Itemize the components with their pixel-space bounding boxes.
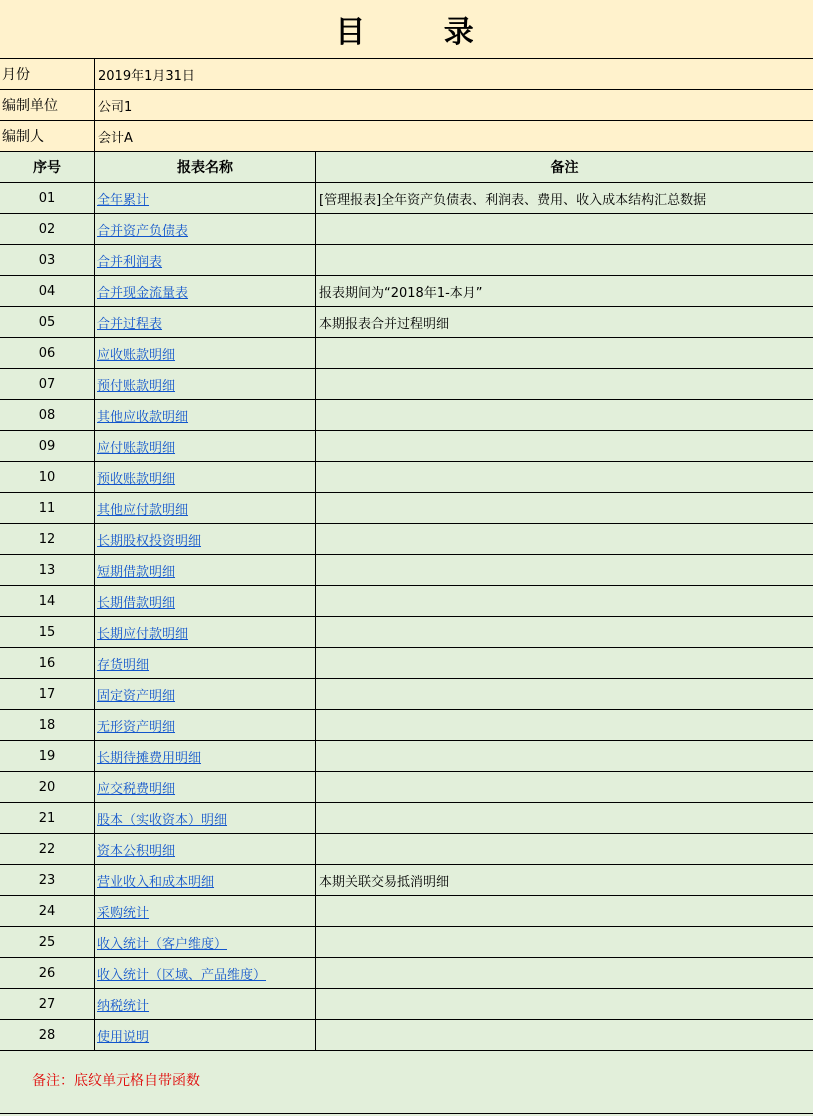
header-name: 报表名称	[95, 152, 316, 182]
table-row	[0, 772, 813, 803]
sheet-link-cell	[95, 369, 316, 399]
row-number: 04	[0, 276, 95, 306]
row-note[interactable]	[316, 710, 813, 740]
table-row	[0, 214, 813, 245]
info-row-preparer	[0, 121, 813, 152]
company-label: 编制单位	[0, 90, 95, 120]
row-number: 28	[0, 1020, 95, 1050]
table-row	[0, 865, 813, 896]
row-note[interactable]	[316, 400, 813, 430]
row-note[interactable]	[316, 896, 813, 926]
row-note[interactable]	[316, 431, 813, 461]
row-number: 18	[0, 710, 95, 740]
footnote: 备注：底纹单元格自带函数	[32, 1073, 200, 1089]
sheet-link-cell	[95, 307, 316, 337]
sheet-link[interactable]: 其他应付款明细	[97, 502, 189, 518]
sheet-link[interactable]: 合并现金流量表	[97, 285, 189, 301]
row-note[interactable]	[316, 462, 813, 492]
row-note[interactable]	[316, 338, 813, 368]
sheet-link-cell	[95, 1020, 316, 1050]
table-row	[0, 710, 813, 741]
sheet-link[interactable]: 应收账款明细	[97, 347, 176, 363]
row-note[interactable]	[316, 834, 813, 864]
info-row-month	[0, 59, 813, 90]
table-row	[0, 493, 813, 524]
table-row	[0, 307, 813, 338]
table-row	[0, 896, 813, 927]
sheet-link[interactable]: 长期待摊费用明细	[97, 750, 202, 766]
table-row	[0, 276, 813, 307]
header-note: 备注	[550, 160, 579, 176]
row-note[interactable]	[316, 772, 813, 802]
table-row	[0, 555, 813, 586]
sheet-link[interactable]: 存货明细	[97, 657, 150, 673]
sheet-link[interactable]: 合并资产负债表	[97, 223, 189, 239]
row-note[interactable]	[316, 369, 813, 399]
sheet-link[interactable]: 预付账款明细	[97, 378, 176, 394]
sheet-link[interactable]: 营业收入和成本明细	[97, 874, 215, 890]
month-value[interactable]: 2019年1月31日	[98, 68, 195, 84]
row-number: 12	[0, 524, 95, 554]
sheet-link[interactable]: 预收账款明细	[97, 471, 176, 487]
row-number: 19	[0, 741, 95, 771]
sheet-link-cell	[95, 710, 316, 740]
sheet-link-cell	[95, 772, 316, 802]
row-note[interactable]	[316, 617, 813, 647]
row-number: 25	[0, 927, 95, 957]
sheet-link-cell	[95, 555, 316, 585]
sheet-link-cell	[95, 958, 316, 988]
row-number: 22	[0, 834, 95, 864]
sheet-link-cell	[95, 338, 316, 368]
row-note[interactable]	[316, 958, 813, 988]
row-number: 15	[0, 617, 95, 647]
sheet-link-cell	[95, 648, 316, 678]
sheet-link[interactable]: 纳税统计	[97, 998, 150, 1014]
row-number: 16	[0, 648, 95, 678]
bottom-divider	[0, 1113, 813, 1114]
sheet-link-cell	[95, 462, 316, 492]
row-note[interactable]	[316, 524, 813, 554]
page-title: 目 录	[0, 0, 813, 59]
sheet-link[interactable]: 合并利润表	[97, 254, 163, 270]
sheet-link-cell	[95, 493, 316, 523]
row-number: 21	[0, 803, 95, 833]
table-row	[0, 741, 813, 772]
table-row	[0, 989, 813, 1020]
row-note[interactable]	[316, 927, 813, 957]
sheet-link-cell	[95, 989, 316, 1019]
table-row	[0, 617, 813, 648]
table-row	[0, 679, 813, 710]
row-number: 05	[0, 307, 95, 337]
sheet-link[interactable]: 固定资产明细	[97, 688, 176, 704]
row-note[interactable]	[316, 989, 813, 1019]
sheet-link-cell	[95, 183, 316, 213]
sheet-link[interactable]: 应付账款明细	[97, 440, 176, 456]
sheet-link-cell	[95, 431, 316, 461]
row-number: 11	[0, 493, 95, 523]
sheet-link-cell	[95, 617, 316, 647]
row-note[interactable]	[316, 214, 813, 244]
sheet-link-cell	[95, 214, 316, 244]
row-number: 02	[0, 214, 95, 244]
table-row	[0, 338, 813, 369]
preparer-label: 编制人	[0, 121, 95, 151]
sheet-link[interactable]: 长期应付款明细	[97, 626, 189, 642]
row-note[interactable]	[316, 741, 813, 771]
sheet-link-cell	[95, 586, 316, 616]
row-note[interactable]	[316, 679, 813, 709]
row-number: 23	[0, 865, 95, 895]
table-row	[0, 586, 813, 617]
sheet-link-cell	[95, 276, 316, 306]
row-note[interactable]	[316, 803, 813, 833]
table-row	[0, 462, 813, 493]
table-header-row	[0, 152, 813, 183]
sheet-link[interactable]: 采购统计	[97, 905, 150, 921]
sheet-link[interactable]: 使用说明	[97, 1029, 150, 1045]
row-number: 06	[0, 338, 95, 368]
sheet-link-cell	[95, 803, 316, 833]
sheet-link-cell	[95, 524, 316, 554]
row-note[interactable]	[316, 493, 813, 523]
row-note[interactable]	[316, 245, 813, 275]
table-row	[0, 958, 813, 989]
row-number: 27	[0, 989, 95, 1019]
sheet-link-cell	[95, 927, 316, 957]
sheet-link-cell	[95, 834, 316, 864]
sheet-link[interactable]: 全年累计	[97, 192, 150, 208]
table-row	[0, 369, 813, 400]
table-row	[0, 834, 813, 865]
row-number: 17	[0, 679, 95, 709]
row-number: 07	[0, 369, 95, 399]
row-number: 20	[0, 772, 95, 802]
header-no: 序号	[0, 152, 95, 182]
sheet-link[interactable]: 长期借款明细	[97, 595, 176, 611]
row-note[interactable]	[316, 648, 813, 678]
row-number: 24	[0, 896, 95, 926]
sheet-link[interactable]: 短期借款明细	[97, 564, 176, 580]
info-row-company	[0, 90, 813, 121]
sheet-link[interactable]: 无形资产明细	[97, 719, 176, 735]
contents-table	[0, 152, 813, 1051]
sheet-link-cell	[95, 245, 316, 275]
sheet-link[interactable]: 股本（实收资本）明细	[97, 812, 228, 828]
table-row	[0, 245, 813, 276]
sheet-link-cell	[95, 896, 316, 926]
sheet-link[interactable]: 收入统计（客户维度）	[97, 936, 228, 952]
row-number: 13	[0, 555, 95, 585]
row-note[interactable]: 本期关联交易抵消明细	[319, 874, 450, 890]
row-number: 09	[0, 431, 95, 461]
table-row	[0, 431, 813, 462]
sheet-link-cell	[95, 679, 316, 709]
sheet-link-cell	[95, 865, 316, 895]
sheet-link[interactable]: 应交税费明细	[97, 781, 176, 797]
table-row	[0, 803, 813, 834]
row-number: 10	[0, 462, 95, 492]
row-number: 03	[0, 245, 95, 275]
row-number: 01	[0, 183, 95, 213]
sheet-link[interactable]: 其他应收款明细	[97, 409, 189, 425]
sheet-link-cell	[95, 400, 316, 430]
table-row	[0, 183, 813, 214]
sheet-link[interactable]: 收入统计（区域、产品维度）	[97, 967, 267, 983]
company-value[interactable]: 公司1	[98, 99, 133, 115]
row-note[interactable]: 本期报表合并过程明细	[319, 316, 450, 332]
table-row	[0, 524, 813, 555]
sheet-link[interactable]: 长期股权投资明细	[97, 533, 202, 549]
sheet-link-cell	[95, 741, 316, 771]
row-note[interactable]	[316, 1020, 813, 1050]
table-row	[0, 400, 813, 431]
table-row	[0, 1020, 813, 1051]
table-row	[0, 648, 813, 679]
row-note[interactable]: 报表期间为“2018年1-本月”	[319, 285, 483, 301]
sheet-link[interactable]: 资本公积明细	[97, 843, 176, 859]
table-row	[0, 927, 813, 958]
row-number: 14	[0, 586, 95, 616]
preparer-value[interactable]: 会计A	[98, 130, 133, 146]
row-note[interactable]: [管理报表]全年资产负债表、利润表、费用、收入成本结构汇总数据	[319, 192, 707, 208]
sheet-link[interactable]: 合并过程表	[97, 316, 163, 332]
row-note[interactable]	[316, 555, 813, 585]
month-label: 月份	[0, 59, 95, 89]
row-note[interactable]	[316, 586, 813, 616]
row-number: 26	[0, 958, 95, 988]
row-number: 08	[0, 400, 95, 430]
